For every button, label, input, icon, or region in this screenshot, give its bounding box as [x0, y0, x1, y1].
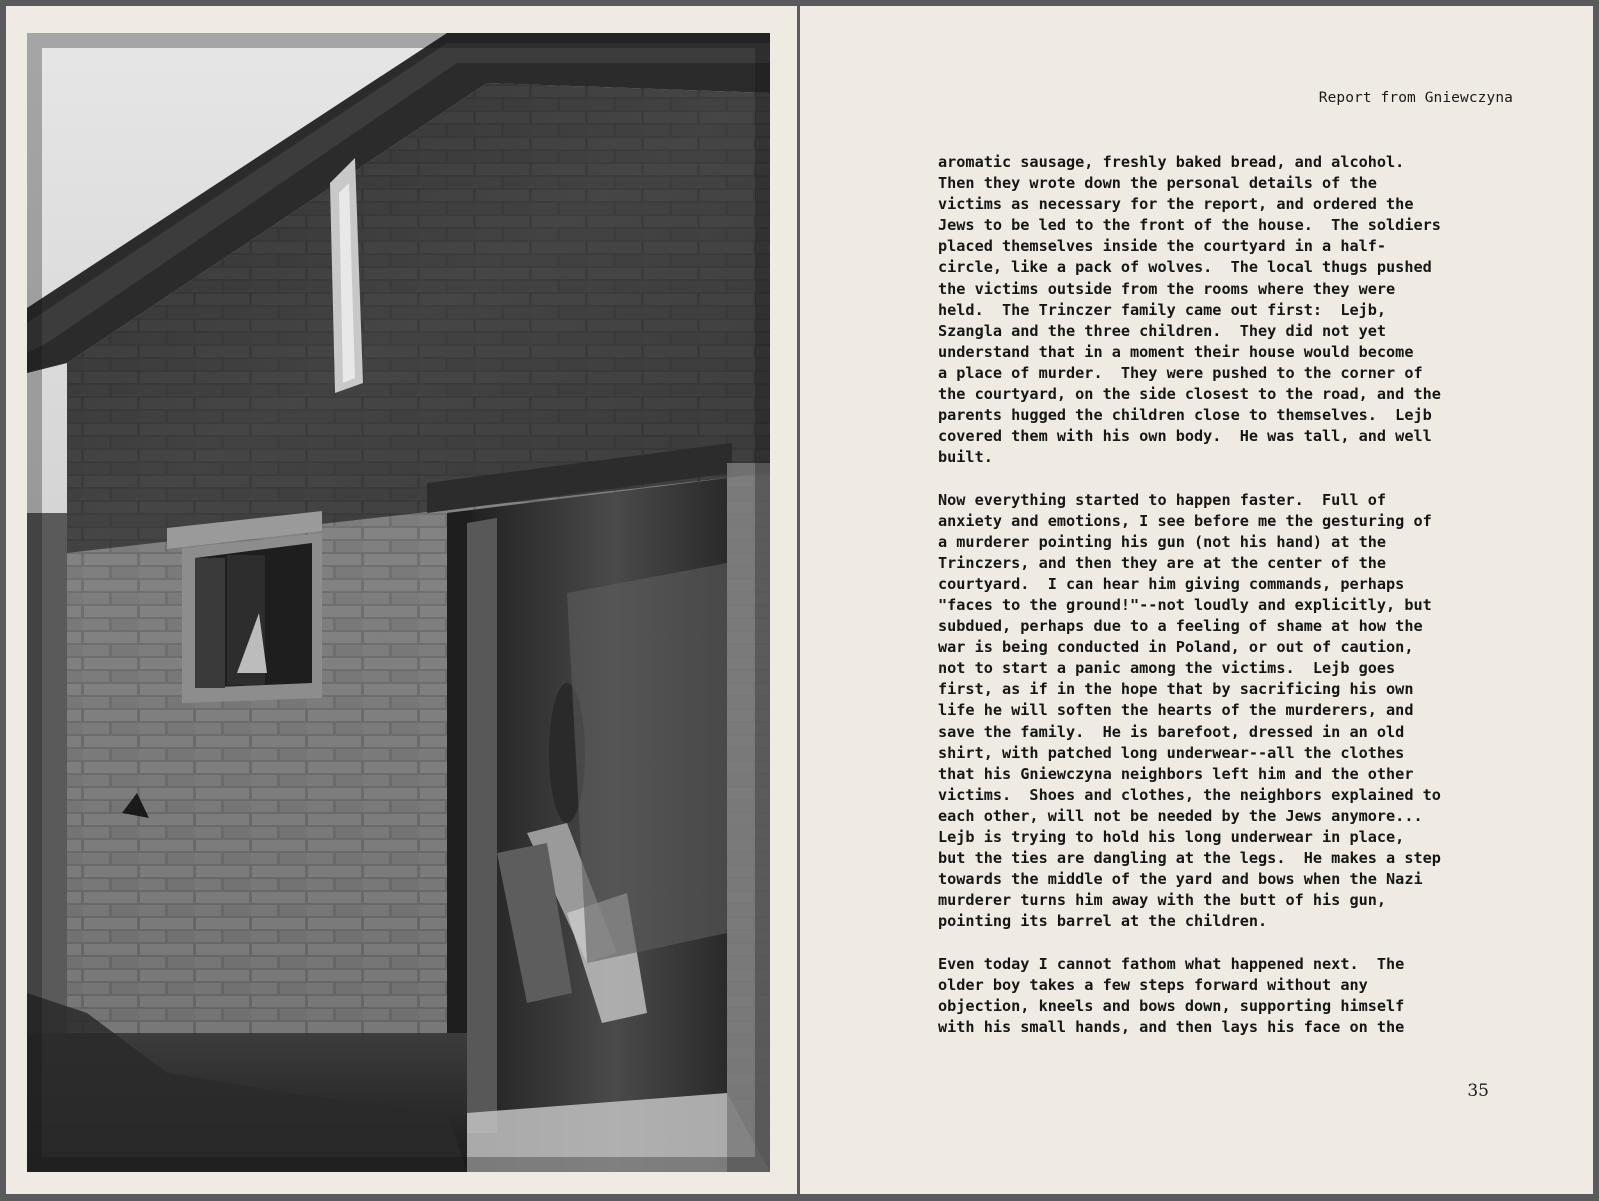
- text-line: parents hugged the children close to themselves. Lejb: [938, 406, 1432, 425]
- text-line: Now everything started to happen faster. Full of: [938, 490, 1387, 509]
- right-page: [800, 6, 1593, 1194]
- body-text: [938, 152, 1538, 1059]
- text-line: placed themselves inside the courtyard in a half-: [938, 237, 1387, 256]
- text-line: Even today I cannot fathom what happened next. The: [938, 954, 1405, 973]
- text-line: life he will soften the hearts of the murderers, and: [938, 701, 1414, 720]
- text-line: shirt, with patched long underwear--all the clothes: [938, 743, 1405, 762]
- text-line: understand that in a moment their house would become: [938, 342, 1414, 361]
- text-line: war is being conducted in Poland, or out of caution,: [938, 638, 1414, 657]
- text-line: victims as necessary for the report, and ordered the: [938, 195, 1414, 214]
- text-line: the victims outside from the rooms where they were: [938, 279, 1396, 298]
- running-head: Report from Gniewczyna: [1318, 90, 1513, 106]
- text-line: towards the middle of the yard and bows when the Nazi: [938, 870, 1423, 889]
- text-line: Jews to be led to the front of the house. The soldiers: [938, 216, 1441, 235]
- text-line: built.: [938, 448, 993, 467]
- text-line: but the ties are dangling at the legs. He makes a step: [938, 849, 1441, 868]
- text-line: Trinczers, and then they are at the center of the: [938, 553, 1387, 572]
- text-line: held. The Trinczer family came out first: Lejb,: [938, 300, 1387, 319]
- text-line: a place of murder. They were pushed to the corner of: [938, 363, 1423, 382]
- text-line: Lejb is trying to hold his long underwear in place,: [938, 828, 1405, 846]
- text-line: covered them with his own body. He was tall, and well: [938, 427, 1432, 446]
- paragraph-3: [938, 954, 1538, 1038]
- text-line: "faces to the ground!"--not loudly and explicitly, but: [938, 595, 1432, 614]
- text-line: subdued, perhaps due to a feeling of shame at how the: [938, 617, 1423, 636]
- text-line: each other, will not be needed by the Jews anymore...: [938, 806, 1423, 825]
- text-line: circle, like a pack of wolves. The local thugs pushed: [938, 258, 1432, 277]
- text-line: a murderer pointing his gun (not his hand) at the: [938, 532, 1387, 551]
- text-line: Szangla and the three children. They did not yet: [938, 321, 1387, 340]
- text-line: courtyard. I can hear him giving commands, perhaps: [938, 574, 1405, 593]
- text-line: save the family. He is barefoot, dressed in an old: [938, 722, 1405, 741]
- paragraph-1: [938, 152, 1538, 468]
- text-line: aromatic sausage, freshly baked bread, and alcohol.: [938, 153, 1405, 171]
- paragraph-2: [938, 490, 1538, 933]
- text-line: Then they wrote down the personal details of the: [938, 174, 1377, 193]
- text-line: that his Gniewczyna neighbors left him and the other: [938, 764, 1414, 783]
- text-line: pointing its barrel at the children.: [938, 912, 1268, 931]
- text-line: murderer turns him away with the butt of his gun,: [938, 891, 1387, 910]
- text-line: objection, kneels and bows down, supporting himself: [938, 996, 1405, 1015]
- text-line: with his small hands, and then lays his face on the: [938, 1017, 1405, 1036]
- brick-shed-photograph: [27, 33, 770, 1172]
- text-line: older boy takes a few steps forward without any: [938, 975, 1368, 994]
- text-line: victims. Shoes and clothes, the neighbors explained to: [938, 785, 1441, 804]
- left-page: [6, 6, 797, 1194]
- text-line: not to start a panic among the victims. Lejb goes: [938, 659, 1396, 678]
- page-number: 35: [1467, 1081, 1489, 1101]
- text-line: first, as if in the hope that by sacrificing his own: [938, 680, 1414, 699]
- text-line: anxiety and emotions, I see before me the gesturing of: [938, 511, 1432, 530]
- text-line: the courtyard, on the side closest to the road, and the: [938, 385, 1441, 404]
